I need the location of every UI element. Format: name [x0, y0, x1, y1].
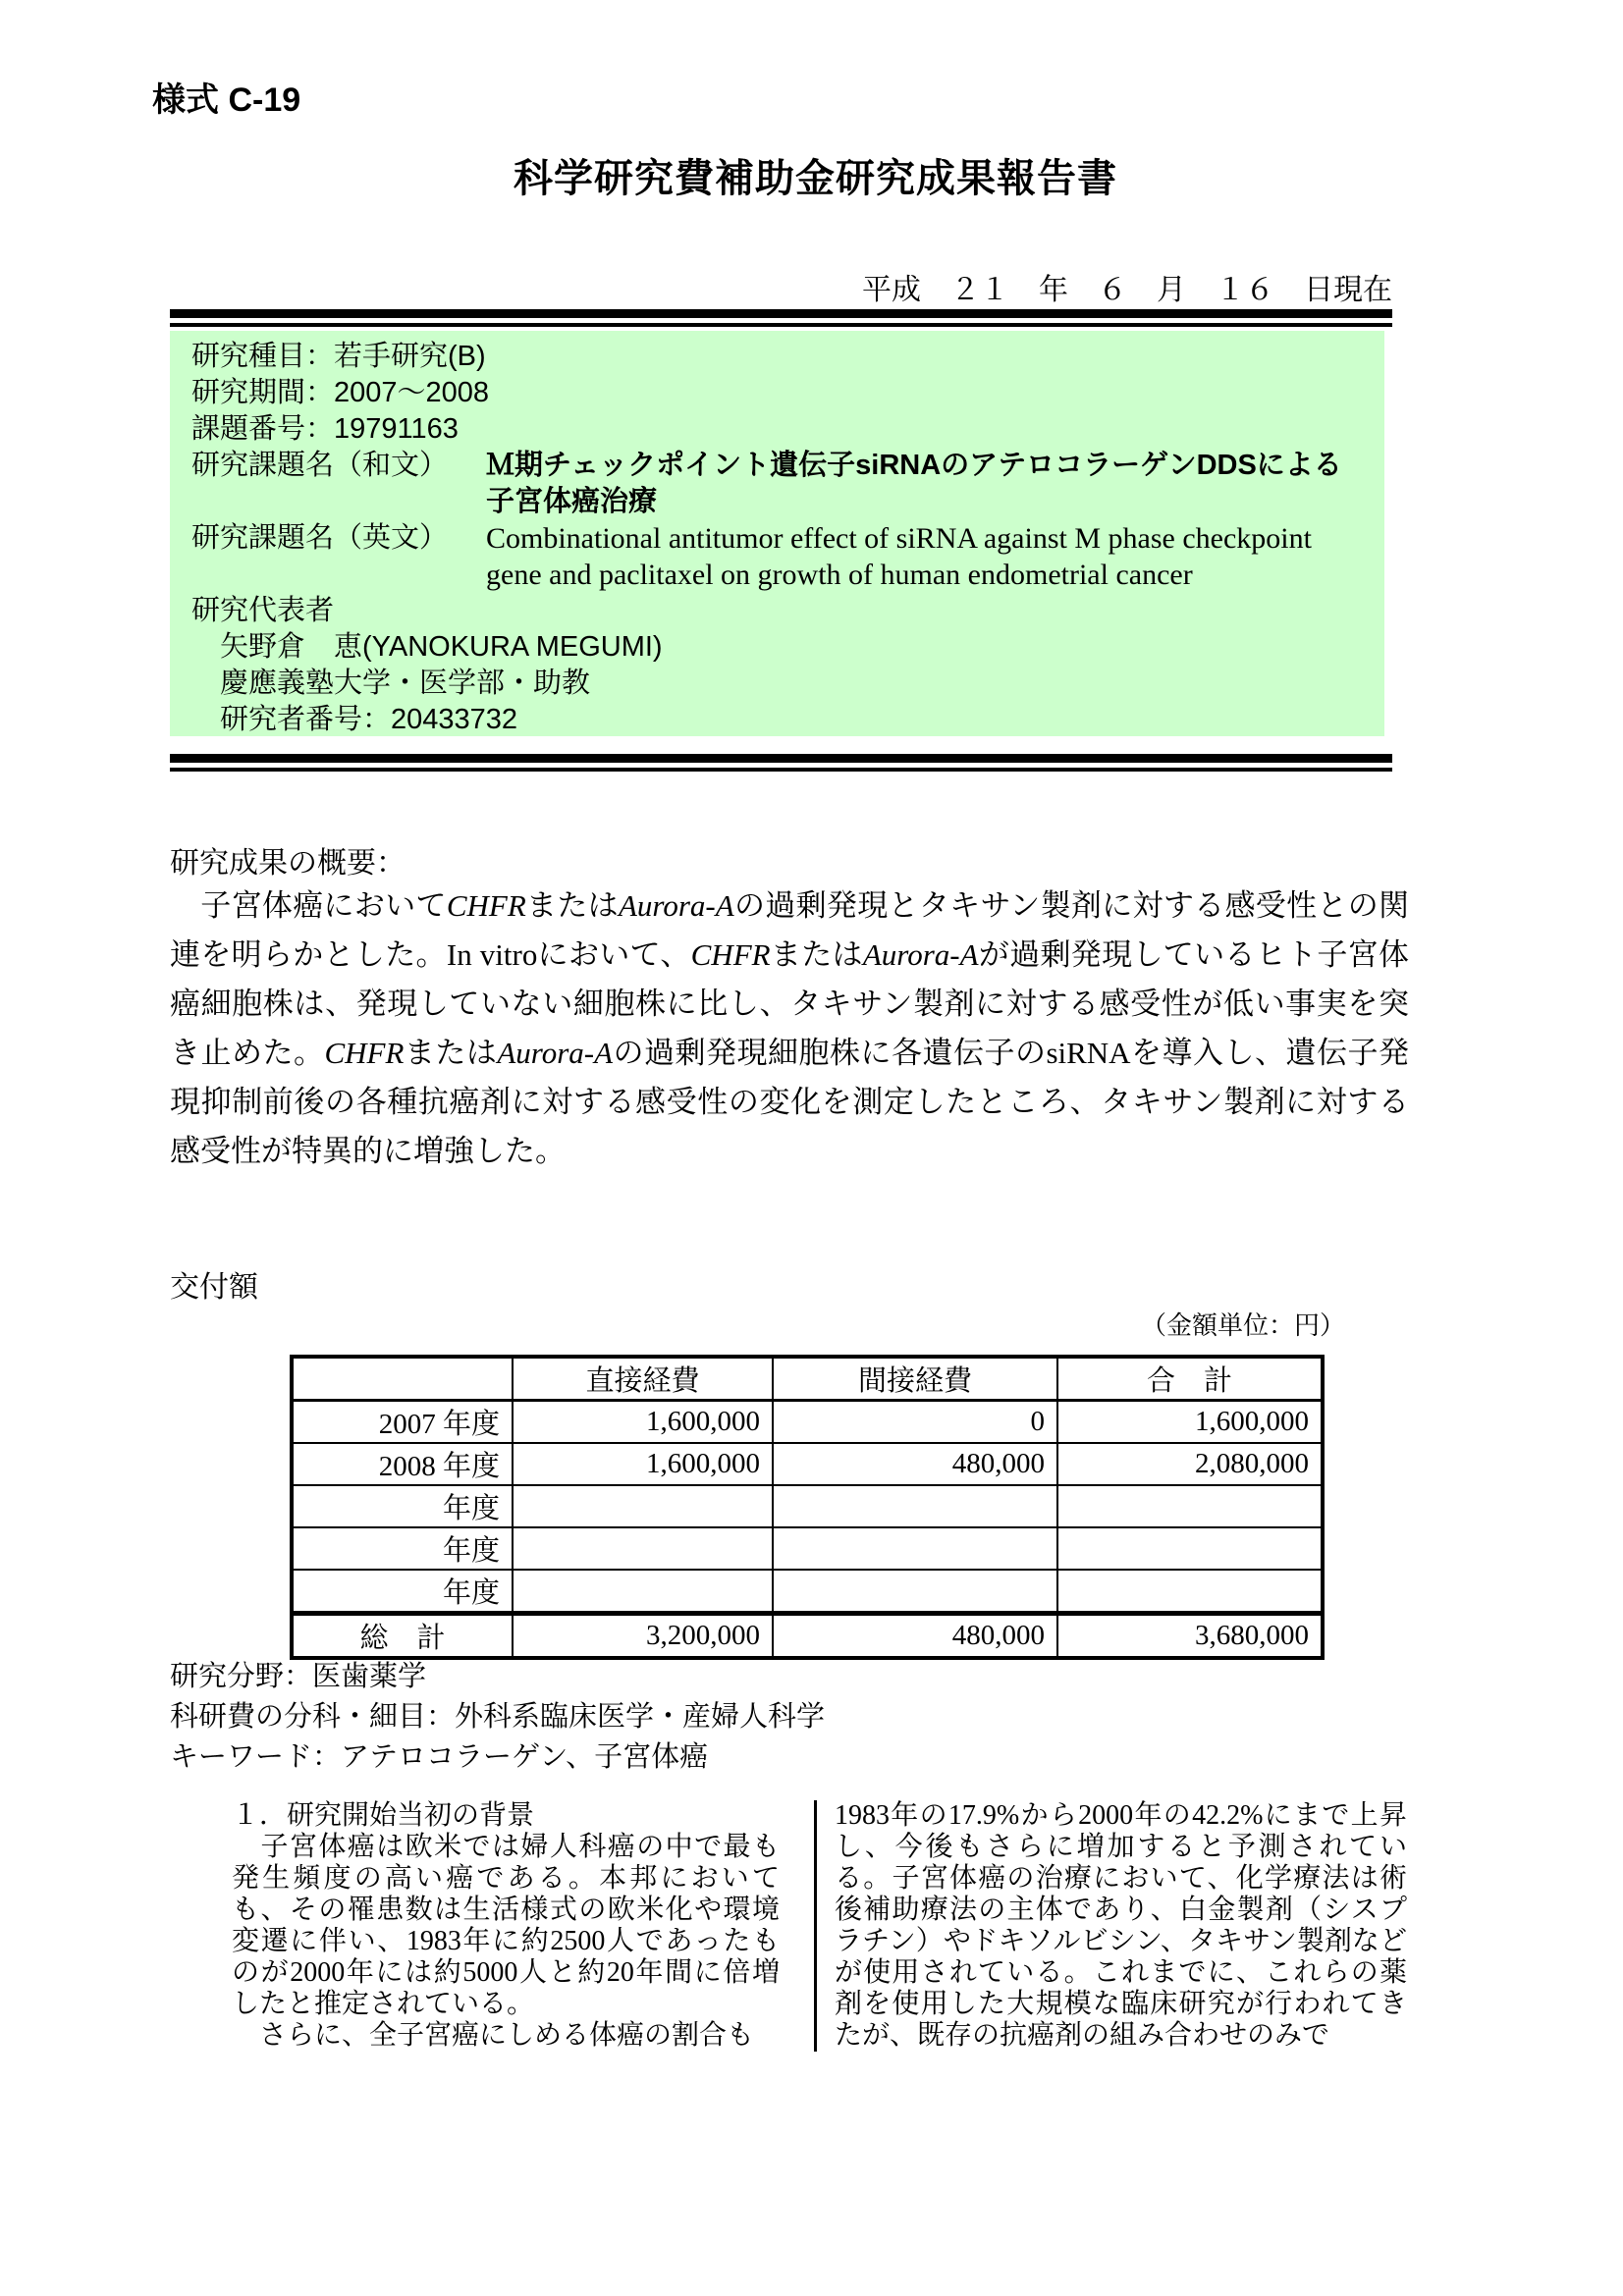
- funding-year: 年度: [292, 1527, 513, 1570]
- spacer: [191, 484, 486, 520]
- funding-unit-note: （金額単位：円）: [1140, 1311, 1345, 1340]
- funding-year: 2008 年度: [292, 1443, 513, 1485]
- funding-col-year: [292, 1357, 513, 1401]
- funding-total-row: [292, 1614, 1323, 1659]
- funding-indirect: [773, 1570, 1057, 1614]
- column-divider: [814, 1800, 817, 2052]
- funding-indirect: [773, 1485, 1057, 1527]
- funding-indirect: 0: [773, 1401, 1057, 1444]
- right-paragraph-1: 1983年の17.9%から2000年の42.2%にまで上昇し、今後もさらに増加すると予測されている。子宮体癌の治療において、化学療法は術後補助療法の主体であり、白金製剤（シスプラチン）やドキソルビシン、タキサン製剤などが使用されている。これまでに、これらの薬剤を使用した大規模な臨床研究が行われてきたが、既存の抗癌剤の組み合わせのみで: [835, 1800, 1407, 2051]
- funding-total: [1057, 1485, 1323, 1527]
- spacer: [191, 557, 486, 593]
- project-title-en-line2: gene and paclitaxel on growth of human endometrial cancer: [486, 559, 1193, 591]
- funding-year: 2007 年度: [292, 1401, 513, 1444]
- funding-header-row: [292, 1357, 1323, 1401]
- project-title-ja-row: [191, 448, 1375, 484]
- funding-table: [290, 1355, 1325, 1660]
- kakenhi-section: 科研費の分科・細目：外科系臨床医学・産婦人科学: [170, 1701, 826, 1733]
- body-columns: [232, 1800, 1407, 2052]
- funding-indirect: [773, 1527, 1057, 1570]
- overview-text: 子宮体癌においてCHFRまたはAurora-Aの過剰発現とタキサン製剤に対する感受性との関連を明らかとした。In vitroにおいて、CHFRまたはAurora-Aが過剰発現しているヒト子宮体癌細胞株は、発現していない細胞株に比し、タキサン製剤に対する感受性が低い事実を突き止めた。CHFRまたはAurora-Aの過剰発現細胞株に各遺伝子のsiRNAを導入し、遺伝子発現抑制前後の各種抗癌剤に対する感受性の変化を測定したところ、タキサン製剤に対する感受性が特異的に増強した。: [170, 888, 1410, 1168]
- funding-total-direct: 3,200,000: [513, 1614, 773, 1659]
- project-title-ja-row2: [191, 484, 1375, 520]
- keywords: キーワード：アテロコラーゲン、子宮体癌: [170, 1741, 709, 1773]
- project-title-en-line1: Combinational antitumor effect of siRNA against M phase checkpoint: [486, 522, 1312, 555]
- funding-col-indirect: 間接経費: [773, 1357, 1057, 1401]
- project-summary-box: [170, 331, 1384, 736]
- project-title-ja-line2: 子宮体癌治療: [486, 486, 658, 517]
- left-column: [232, 1800, 780, 2052]
- research-category: 研究種目：若手研究(B): [191, 341, 486, 372]
- funding-total-indirect: 480,000: [773, 1614, 1057, 1659]
- project-title-ja-label: 研究課題名（和文）: [191, 450, 449, 481]
- project-title-en-row: [191, 520, 1375, 557]
- project-number: 課題番号：19791163: [191, 413, 459, 445]
- principal-investigator-name: 矢野倉 恵(YANOKURA MEGUMI): [220, 631, 663, 663]
- top-double-rule: [170, 309, 1392, 327]
- funding-heading: 交付額: [170, 1271, 258, 1304]
- field-info: [170, 1657, 825, 1778]
- funding-row-empty: [292, 1570, 1323, 1614]
- funding-year: 年度: [292, 1570, 513, 1614]
- research-field: 研究分野：医歯薬学: [170, 1661, 427, 1692]
- funding-total: 2,080,000: [1057, 1443, 1323, 1485]
- funding-row-empty: [292, 1485, 1323, 1527]
- report-date: 平成 ２１ 年 ６ 月 １６ 日現在: [862, 274, 1392, 306]
- project-title-en-row2: [191, 557, 1375, 593]
- funding-direct: 1,600,000: [513, 1443, 773, 1485]
- left-paragraph-1: 子宮体癌は欧米では婦人科癌の中で最も発生頻度の高い癌である。本邦においても、その罹患数は生活様式の欧米化や環境変遷に伴い、1983年に約2500人であったものが2000年には約5000人と約20年間に倍増したと推定されている。: [232, 1832, 780, 2019]
- funding-total: 1,600,000: [1057, 1401, 1323, 1444]
- left-paragraph-2: さらに、全子宮癌にしめる体癌の割合も: [232, 2020, 755, 2051]
- funding-col-direct: 直接経費: [513, 1357, 773, 1401]
- funding-row-2008: [292, 1443, 1323, 1485]
- funding-col-total: 合 計: [1057, 1357, 1323, 1401]
- funding-row-2007: [292, 1401, 1323, 1444]
- overview-heading: 研究成果の概要：: [170, 847, 406, 880]
- funding-direct: [513, 1485, 773, 1527]
- right-column: [835, 1800, 1407, 2052]
- principal-investigator-heading: 研究代表者: [191, 595, 335, 626]
- bottom-double-rule: [170, 754, 1392, 772]
- funding-direct: [513, 1570, 773, 1614]
- funding-total-label: 総 計: [292, 1614, 513, 1659]
- research-period: 研究期間：2007～2008: [191, 377, 490, 408]
- funding-direct: [513, 1527, 773, 1570]
- researcher-number: 研究者番号：20433732: [220, 704, 518, 735]
- form-code: 様式 C-19: [152, 81, 301, 119]
- project-title-en-label: 研究課題名（英文）: [191, 522, 449, 554]
- section-1-heading: １．研究開始当初の背景: [232, 1800, 535, 1831]
- project-title-ja-line1: Ｍ期チェックポイント遺伝子siRNAのアテロコラーゲンDDSによる: [486, 450, 1342, 481]
- funding-direct: 1,600,000: [513, 1401, 773, 1444]
- document-title: 科学研究費補助金研究成果報告書: [514, 157, 1117, 200]
- funding-total: [1057, 1570, 1323, 1614]
- funding-indirect: 480,000: [773, 1443, 1057, 1485]
- principal-investigator-affiliation: 慶應義塾大学・医学部・助教: [220, 667, 591, 699]
- funding-total-sum: 3,680,000: [1057, 1614, 1323, 1659]
- funding-total: [1057, 1527, 1323, 1570]
- funding-year: 年度: [292, 1485, 513, 1527]
- funding-row-empty: [292, 1527, 1323, 1570]
